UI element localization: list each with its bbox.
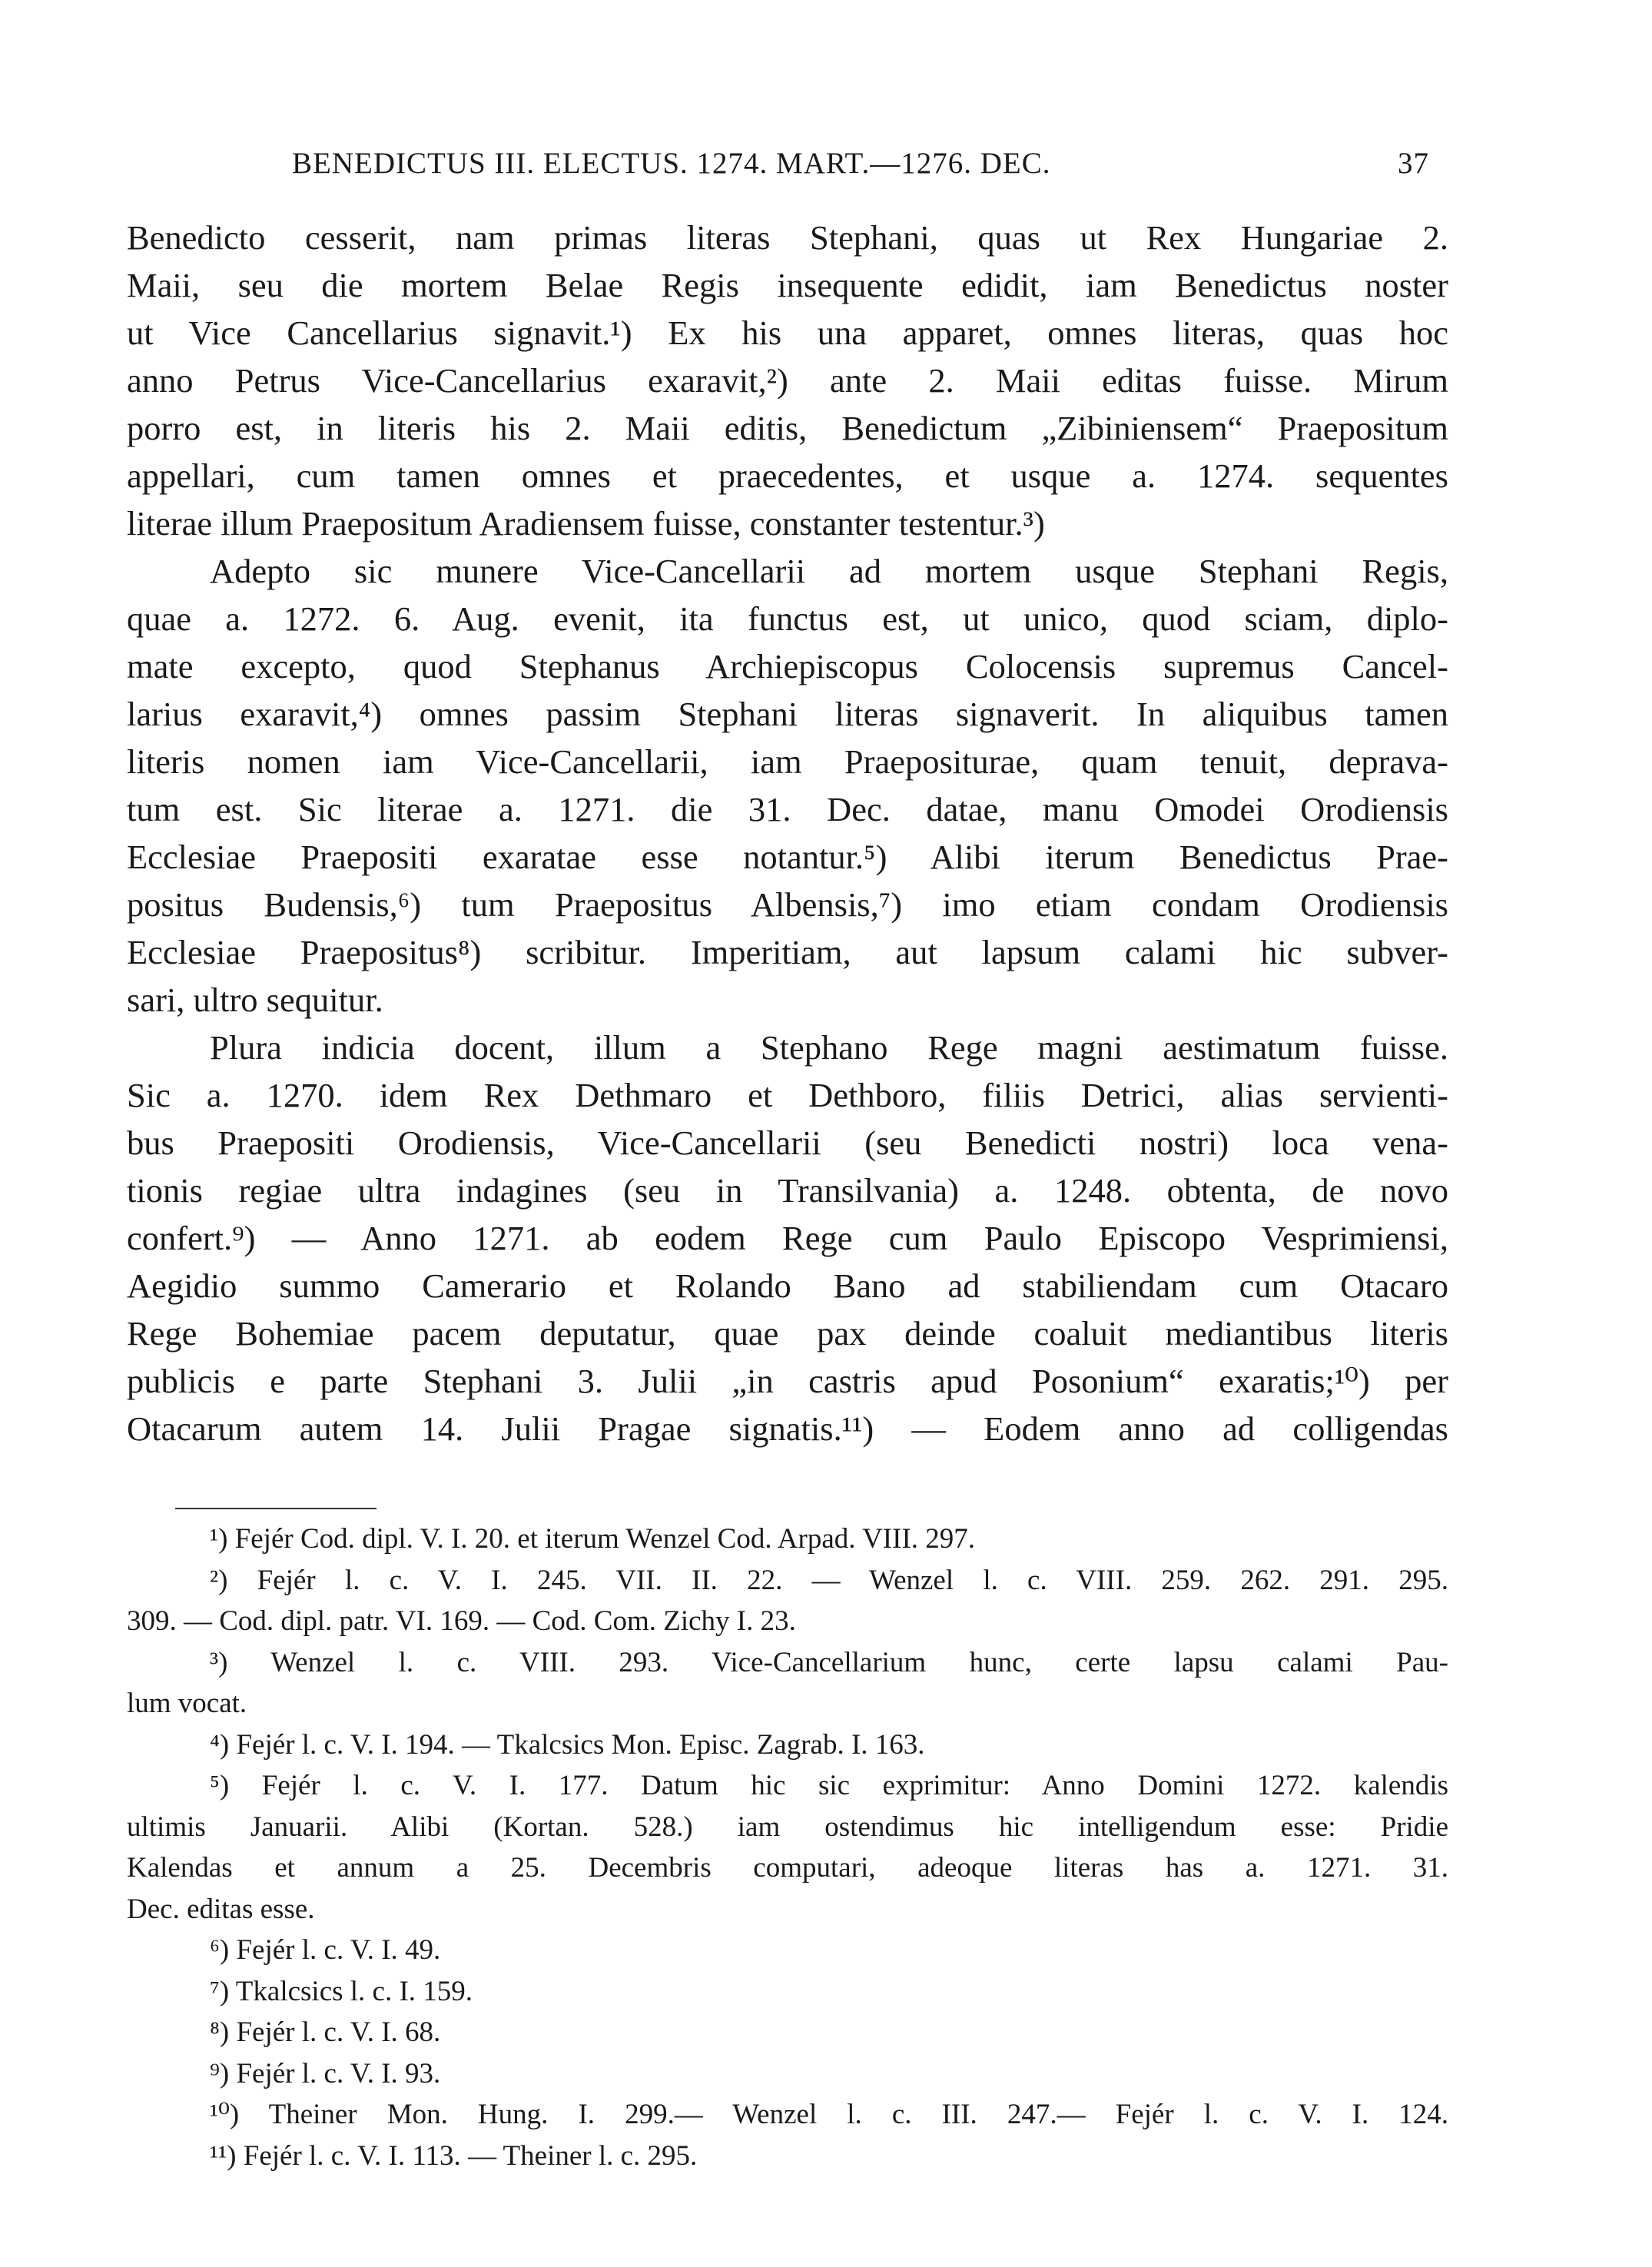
footnote-line: lum vocat. — [127, 1688, 247, 1719]
text-line: mate excepto, quod Stephanus Archiepiscopus Colocensis supremus Cancel- — [127, 647, 1448, 685]
text-line: tum est. Sic literae a. 1271. die 31. Dec. datae, manu Omodei Orodiensis — [127, 790, 1448, 828]
footnote-line: ¹⁰) Theiner Mon. Hung. I. 299.— Wenzel l. c. III. 247.— Fejér l. c. V. I. 124. — [210, 2099, 1448, 2130]
text-line: confert.⁹) — Anno 1271. ab eodem Rege cum Paulo Episcopo Vesprimiensi, — [127, 1219, 1448, 1257]
text-line: Rege Bohemiae pacem deputatur, quae pax deinde coaluit mediantibus literis — [127, 1314, 1448, 1353]
footnote-line: ¹) Fejér Cod. dipl. V. I. 20. et iterum Wenzel Cod. Arpad. VIII. 297. — [210, 1523, 976, 1555]
footnote-line: ⁵) Fejér l. c. V. I. 177. Datum hic sic exprimitur: Anno Domini 1272. kalendis — [210, 1770, 1448, 1801]
footnote-line: 309. — Cod. dipl. patr. VI. 169. — Cod. Com. Zichy I. 23. — [127, 1605, 796, 1637]
footnote-line: ⁸) Fejér l. c. V. I. 68. — [210, 2016, 441, 2048]
text-line: bus Praepositi Orodiensis, Vice-Cancellarii (seu Benedicti nostri) loca vena- — [127, 1124, 1448, 1162]
text-line: publicis e parte Stephani 3. Julii „in castris apud Posonium“ exaratis;¹⁰) per — [127, 1362, 1448, 1400]
footnote-line: ultimis Januarii. Alibi (Kortan. 528.) iam ostendimus hic intelligendum esse: Pridie — [127, 1811, 1448, 1843]
text-line: appellari, cum tamen omnes et praecedentes, et usque a. 1274. sequentes — [127, 456, 1448, 495]
text-line: positus Budensis,⁶) tum Praepositus Albensis,⁷) imo etiam condam Orodiensis — [127, 885, 1448, 924]
footnote-line: ¹¹) Fejér l. c. V. I. 113. — Theiner l. c. 295. — [210, 2139, 698, 2172]
text-line: larius exaravit,⁴) omnes passim Stephani literas signaverit. In aliquibus tamen — [127, 695, 1448, 733]
footnote-line: ⁶) Fejér l. c. V. I. 49. — [210, 1934, 441, 1966]
running-title: BENEDICTUS III. ELECTUS. 1274. MART.—1276. DEC. — [292, 147, 1051, 180]
text-line: porro est, in literis his 2. Maii editis, Benedictum „Zibiniensem“ Praepositum — [127, 409, 1448, 447]
footnote-line: ²) Fejér l. c. V. I. 245. VII. II. 22. — Wenzel l. c. VIII. 259. 262. 291. 295. — [210, 1564, 1448, 1596]
text-line: literis nomen iam Vice-Cancellarii, iam Praepositurae, quam tenuit, deprava- — [127, 742, 1448, 781]
text-line: Aegidio summo Camerario et Rolando Bano ad stabiliendam cum Otacaro — [127, 1266, 1448, 1305]
text-line: Plura indicia docent, illum a Stephano Rege magni aestimatum fuisse. — [210, 1028, 1448, 1067]
footnote-line: ⁹) Fejér l. c. V. I. 93. — [210, 2057, 441, 2089]
footnotes — [127, 1519, 1448, 2176]
running-header — [292, 146, 1429, 181]
main-text — [127, 214, 1448, 1452]
text-line: tionis regiae ultra indagines (seu in Transilvania) a. 1248. obtenta, de novo — [127, 1171, 1448, 1210]
text-line: Adepto sic munere Vice-Cancellarii ad mortem usque Stephani Regis, — [210, 552, 1448, 590]
text-line: sari, ultro sequitur. — [127, 981, 383, 1019]
footnote-line: ⁷) Tkalcsics l. c. I. 159. — [210, 1975, 473, 2007]
text-line: Benedicto cesserit, nam primas literas Stephani, quas ut Rex Hungariae 2. — [127, 218, 1448, 257]
text-line: Maii, seu die mortem Belae Regis insequente edidit, iam Benedictus noster — [127, 266, 1448, 304]
text-line: ut Vice Cancellarius signavit.¹) Ex his una apparet, omnes literas, quas hoc — [127, 314, 1448, 352]
text-line: Sic a. 1270. idem Rex Dethmaro et Dethboro, filiis Detrici, alias servienti- — [127, 1076, 1448, 1114]
footnote-line: ³) Wenzel l. c. VIII. 293. Vice-Cancellarium hunc, certe lapsu calami Pau- — [210, 1646, 1448, 1678]
text-line: Ecclesiae Praepositus⁸) scribitur. Imperitiam, aut lapsum calami hic subver- — [127, 933, 1448, 971]
text-line: quae a. 1272. 6. Aug. evenit, ita functus est, ut unico, quod sciam, diplo- — [127, 599, 1448, 638]
text-line: literae illum Praepositum Aradiensem fuisse, constanter testentur.³) — [127, 504, 1045, 543]
text-line: Otacarum autem 14. Julii Pragae signatis.¹¹) — Eodem anno ad colligendas — [127, 1409, 1448, 1448]
page-number: 37 — [1398, 147, 1429, 180]
text-line: Ecclesiae Praepositi exaratae esse notantur.⁵) Alibi iterum Benedictus Prae- — [127, 838, 1448, 876]
footnote-line: Dec. editas esse. — [127, 1893, 315, 1925]
text-line: anno Petrus Vice-Cancellarius exaravit,²) ante 2. Maii editas fuisse. Mirum — [127, 361, 1448, 400]
footnote-line: ⁴) Fejér l. c. V. I. 194. — Tkalcsics Mon. Episc. Zagrab. I. 163. — [210, 1728, 925, 1761]
footnote-line: Kalendas et annum a 25. Decembris computari, adeoque literas has a. 1271. 31. — [127, 1852, 1448, 1884]
footnote-divider — [175, 1508, 377, 1509]
